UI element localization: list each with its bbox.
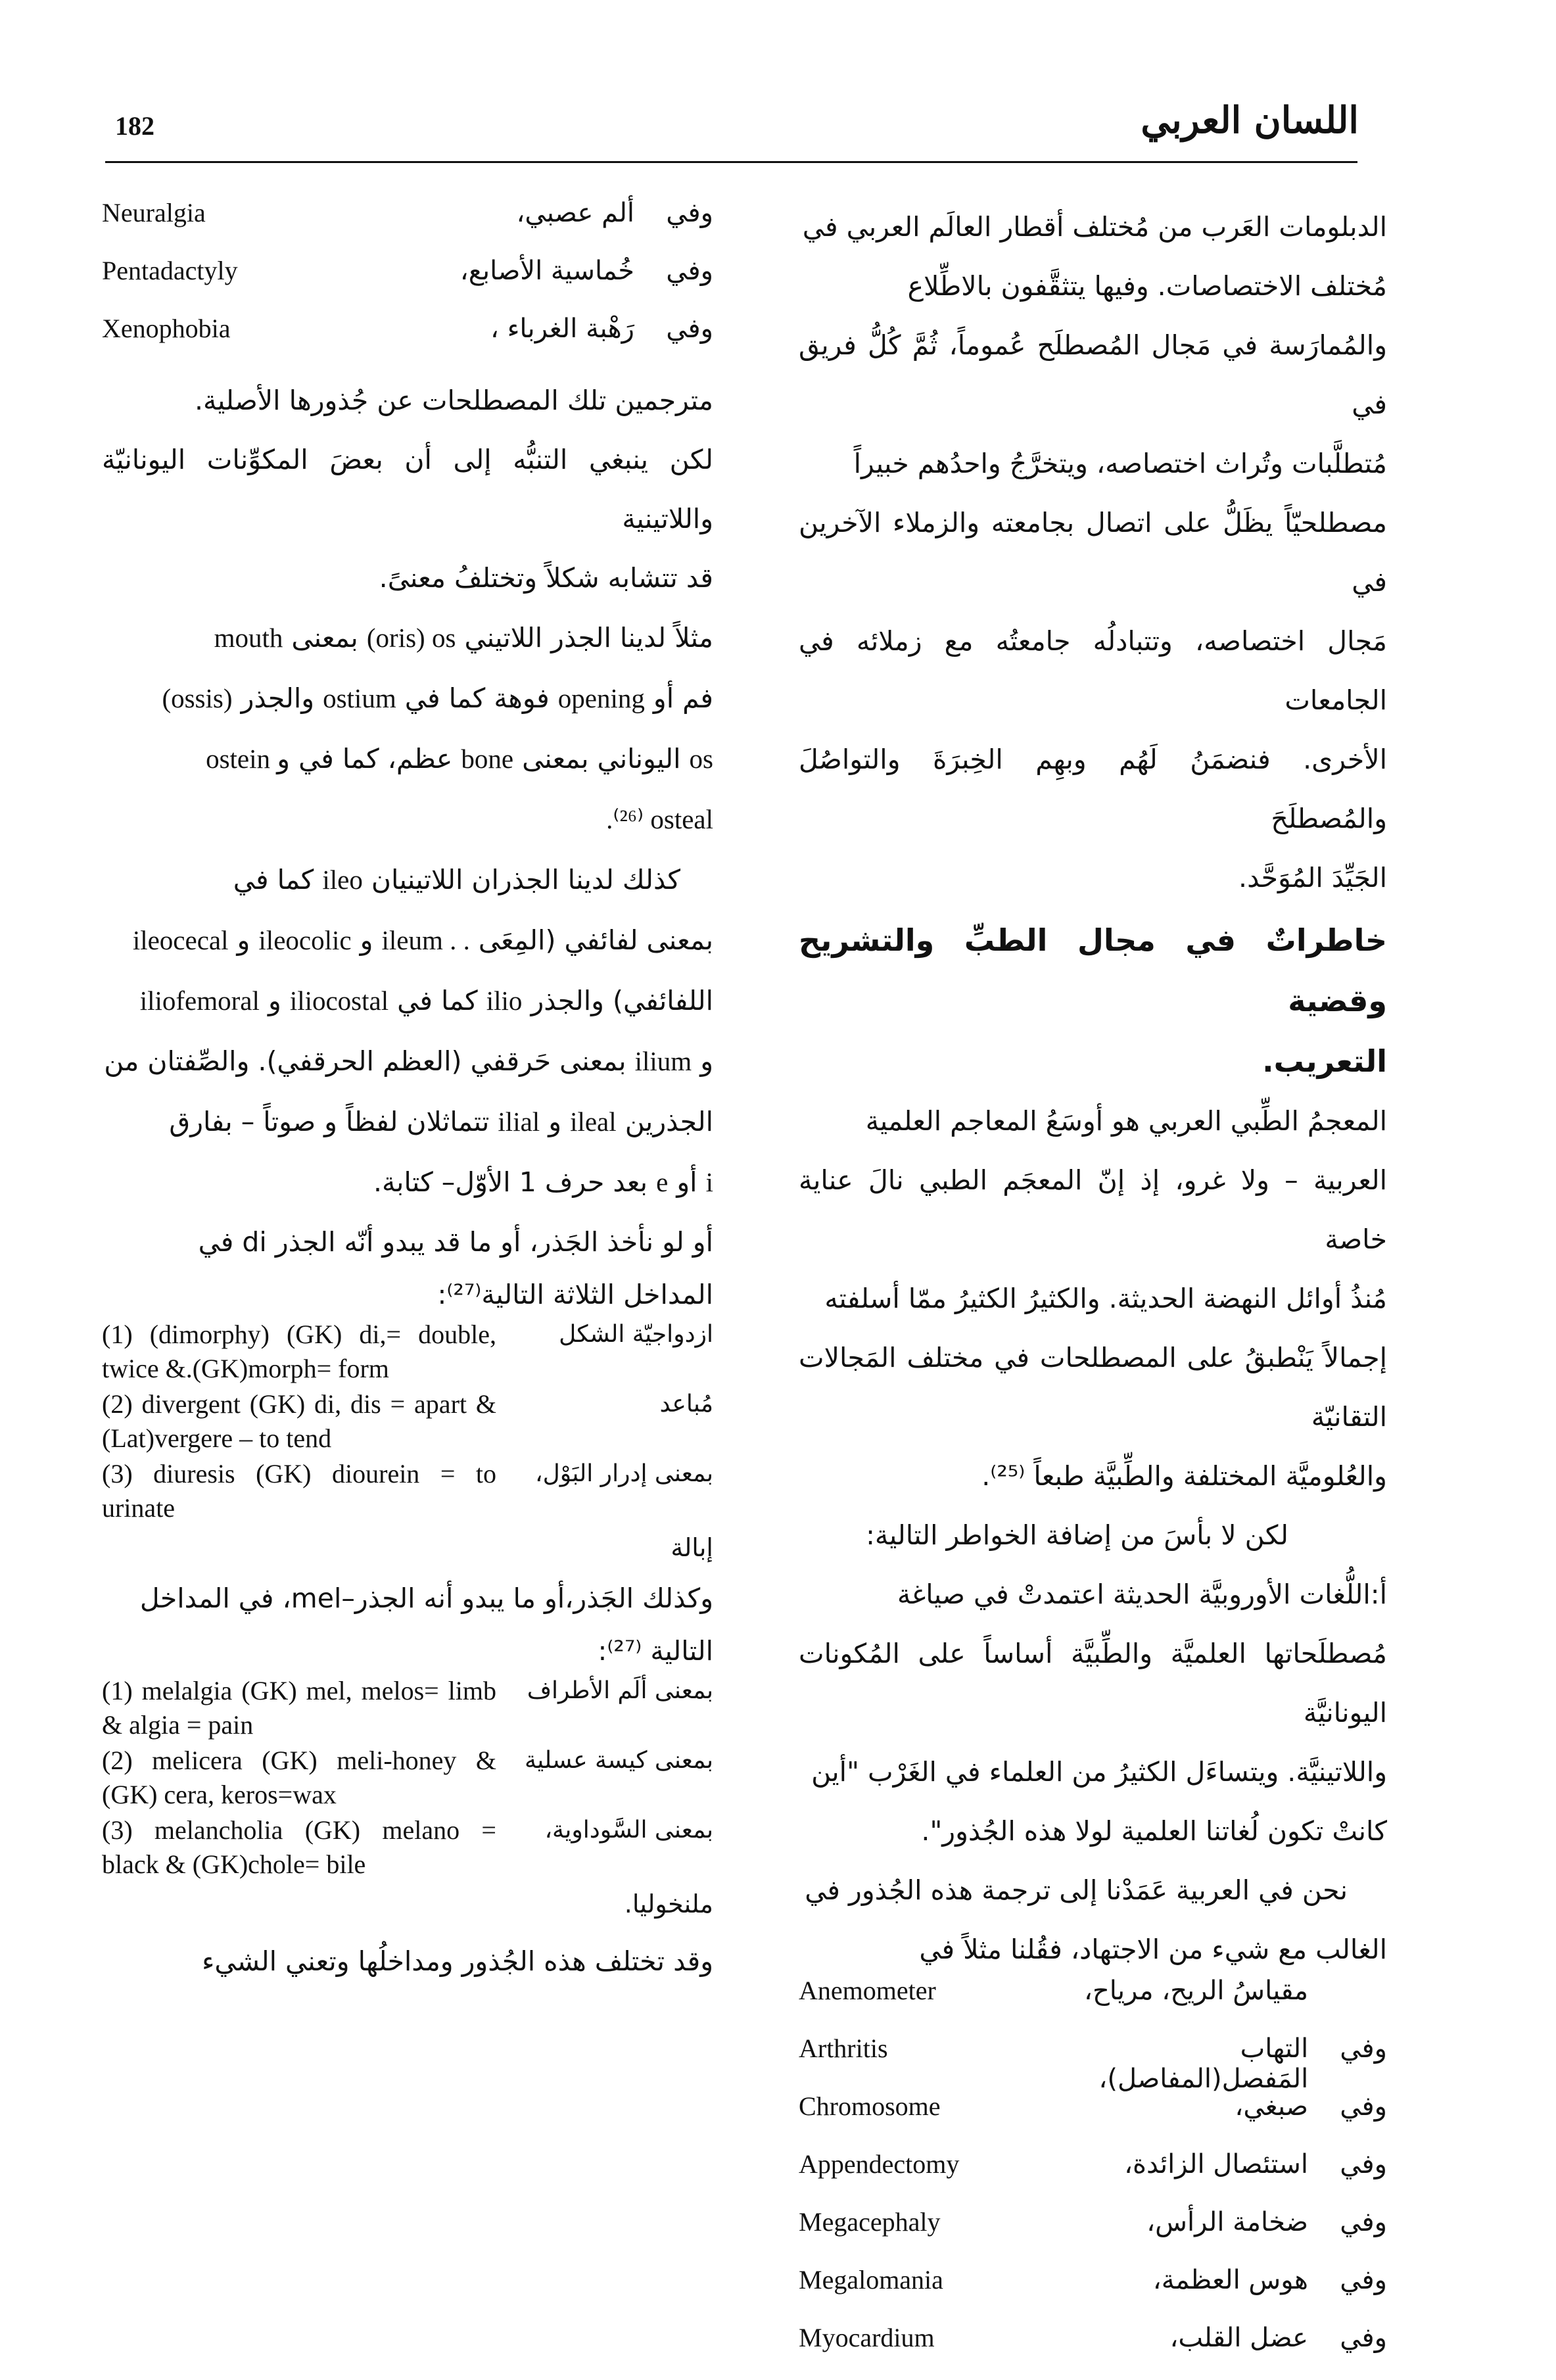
mixed-line: [102, 849, 713, 910]
ar-segment: و: [700, 1045, 713, 1077]
definition-row: [102, 1813, 713, 1882]
ar-segment: فوهة كما في: [404, 682, 550, 714]
term-gloss: ضخامة الرأس،: [1146, 2207, 1308, 2237]
ar-segment: الجذرين: [625, 1106, 713, 1137]
ar-segment: و: [237, 924, 250, 956]
text-line: إجمالاً يَنْطبقُ على المصطلحات في مختلف المَجالات التقانيّة: [799, 1342, 1387, 1433]
term-en: Appendectomy: [799, 2149, 960, 2179]
text-line: المعجمُ الطِّبي العربي هو أوسَعُ المعاجم العلمية: [865, 1105, 1387, 1137]
heading-line: خاطراتٌ في مجال الطبِّ والتشريح وقضية: [799, 922, 1387, 1018]
ar-segment: اللفائفي) والجذر: [530, 985, 713, 1016]
term-en: Chromosome: [799, 2091, 941, 2121]
term-en: Anemometer: [799, 1976, 936, 2005]
ar-segment: بعد حرف 1 الأوّل– كتابة.: [373, 1166, 648, 1198]
definition-ar: بمعنى السَّوداوية،: [544, 1817, 713, 1844]
ar-segment: كذلك لدينا الجذران اللاتينيان: [371, 864, 680, 895]
definition-en: (1) melalgia (GK) mel, melos= limb & algia = pain: [102, 1676, 496, 1740]
en-segment: opening: [557, 683, 645, 713]
ar-segment: بمعنى: [291, 622, 358, 654]
closing-line: وقد تختلف هذه الجُذور ومداخلُها وتعني الشيء: [202, 1945, 713, 1977]
term-en: Arthritis: [798, 2034, 888, 2063]
mixed-line: [102, 728, 713, 789]
text-line: لكن لا بأسَ من إضافة الخواطر التالية:: [866, 1519, 1288, 1551]
definition-en: (3) diuresis (GK) diourein = to urinate: [102, 1459, 496, 1523]
term-row: [799, 2322, 1387, 2380]
definition-row: [102, 1457, 713, 1525]
term-en: Xenophobia: [102, 314, 231, 343]
term-gloss: خُماسية الأصابع،: [460, 256, 634, 286]
ar-segment: بمعنى حَرقفي (العظم الحرقفي). والصِّفتان من: [104, 1045, 626, 1077]
definition-ar: بمعنى إدرار البَوْل،: [535, 1460, 713, 1487]
text-line: مُنذُ أوائل النهضة الحديثة. والكثيرُ الكثيرُ ممّا أسلفته: [824, 1283, 1387, 1314]
ar-segment: كما في: [397, 985, 478, 1016]
definition-tail: ملنخوليا.: [624, 1890, 713, 1918]
prefix: وفي: [1340, 2265, 1387, 2295]
ar-segment: تتماثلان لفظاً و صوتاً – بفارق: [169, 1106, 490, 1137]
text-line: العربية – ولا غرو، إذ إنّ المعجَم الطبي نالَ عناية خاصة: [799, 1164, 1387, 1255]
text-line: التالية ⁽²⁷⁾:: [598, 1635, 713, 1667]
paragraph-2: [102, 1212, 713, 1318]
ar-segment: و: [548, 1106, 562, 1137]
en-segment: mouth: [214, 623, 283, 653]
en-segment: i: [705, 1167, 713, 1197]
term-row: [102, 313, 713, 371]
en-segment: ileal: [570, 1107, 617, 1137]
mixed-line: [102, 910, 713, 970]
text-line: الدبلومات العَرب من مُختلف أقطار العالَم العربي في: [802, 211, 1387, 243]
en-segment: (ossis): [162, 683, 233, 713]
term-gloss: عضل القلب،: [1169, 2323, 1308, 2353]
ar-segment: و: [360, 924, 373, 956]
prefix: وفي: [666, 314, 713, 344]
prefix: وفي: [1340, 2091, 1387, 2122]
en-segment: os: [689, 744, 713, 774]
term-gloss: ألم عصبي،: [516, 198, 634, 228]
term-row: [799, 2206, 1387, 2264]
definition-ar: بمعنى ألَم الأطراف: [527, 1677, 713, 1704]
definition-en: (1) (dimorphy) (GK) di,= double, twice &.(GK)morph= form: [102, 1320, 496, 1383]
mixed-line: [102, 668, 713, 728]
term-gloss: التهاب المَفصل(المفاصل)،: [1098, 2034, 1309, 2094]
definitions-mel: [102, 1674, 713, 1925]
prefix: وفي: [1340, 2034, 1387, 2064]
term-gloss: رَهْبة الغرباء ،: [490, 314, 634, 344]
term-row: [799, 2091, 1387, 2149]
en-segment: (oris) os: [366, 623, 456, 653]
text-line: لكن ينبغي التنبُّه إلى أن بعضَ المكوِّنات اليونانيّة واللاتينية: [102, 444, 713, 535]
term-row: [102, 255, 713, 313]
prefix: وفي: [666, 256, 713, 286]
term-gloss: مقياسُ الريح، مرياح،: [1084, 1976, 1308, 2006]
en-segment: iliofemoral: [139, 986, 260, 1016]
en-segment: ileocecal: [132, 925, 229, 955]
mixed-line: [102, 607, 713, 668]
text-line: المداخل الثلاثة التالية⁽²⁷⁾:: [437, 1279, 713, 1310]
term-row: [102, 197, 713, 255]
prefix: وفي: [1340, 2149, 1387, 2179]
en-segment: iliocostal: [289, 986, 389, 1016]
definition-en: (2) divergent (GK) di, dis = apart & (Lat)vergere – to tend: [102, 1389, 496, 1453]
prefix: وفي: [1340, 2207, 1387, 2237]
en-segment: ileocolic: [258, 925, 352, 955]
term-gloss: هوس العظمة،: [1152, 2265, 1308, 2295]
en-segment: ostium: [323, 683, 396, 713]
en-segment: .⁽²⁶⁾ osteal: [606, 804, 713, 834]
intro-paragraph: [799, 197, 1387, 907]
definition-ar: مُباعد: [659, 1391, 713, 1417]
en-segment: ileum . .: [381, 925, 470, 955]
en-segment: ilio: [486, 986, 523, 1016]
term-en: Megacephaly: [799, 2207, 941, 2237]
mixed-line: [102, 1031, 713, 1091]
text-line: والمُمارَسة في مَجال المُصطلَح عُموماً، ثُمَّ كُلُّ فريق في: [799, 329, 1387, 420]
ar-segment: مثلاً لدينا الجذر اللاتيني: [464, 622, 713, 654]
definition-en: (2) melicera (GK) meli-honey & (GK) cera, keros=wax: [102, 1746, 496, 1809]
text-line: واللاتينيَّة. ويتساءَل الكثيرُ من العلماء في الغَرْب "أين: [811, 1756, 1387, 1788]
term-list: [799, 1975, 1387, 2380]
ar-segment: بمعنى لفائفي (المِعَى: [478, 924, 713, 956]
definition-en: (3) melancholia (GK) melano = black & (GK)chole= bile: [102, 1815, 496, 1879]
prefix: وفي: [666, 198, 713, 228]
text-line: أو لو نأخذ الجَذر، أو ما قد يبدو أنّه الجذر di في: [198, 1226, 713, 1258]
term-gloss: استئصال الزائدة،: [1124, 2149, 1308, 2179]
mixed-line: [102, 789, 713, 849]
term-gloss: صبغي،: [1235, 2091, 1308, 2122]
en-segment: ostein و: [206, 744, 291, 774]
roots-examples: [102, 607, 713, 1212]
definition-row: [102, 1744, 713, 1812]
en-segment: ilium: [634, 1046, 692, 1076]
mixed-line: [102, 1091, 713, 1152]
ar-segment: اليوناني بمعنى: [522, 743, 681, 774]
term-en: Megalomania: [799, 2265, 943, 2295]
text-line: وكذلك الجَذر،أو ما يبدو أنه الجذر–mel، في المداخل: [139, 1583, 713, 1614]
text-line: الغالب مع شيء من الاجتهاد، فقُلنا مثلاً في: [919, 1934, 1387, 1965]
text-line: الأخرى. فنضمَنُ لَهُم وبهِم الخِبرَةَ والتواصُلَ والمُصطلَحَ: [799, 744, 1387, 834]
text-line: مصطلحيّاً يظَلُّ على اتصال بجامعته والزملاء الآخرين في: [799, 507, 1387, 598]
term-en: Pentadactyly: [102, 256, 238, 285]
prefix: وفي: [1340, 2323, 1387, 2353]
en-segment: e: [656, 1167, 669, 1197]
en-segment: bone: [461, 744, 514, 774]
text-line: قد تتشابه شكلاً وتختلفُ معنىً.: [379, 562, 713, 594]
ar-segment: و: [268, 985, 281, 1016]
ar-segment: فم أو: [653, 682, 713, 714]
ar-segment: والجذر: [241, 682, 315, 714]
definition-row: [102, 1387, 713, 1456]
en-segment: ilial: [498, 1107, 540, 1137]
text-line: أ:اللُّغات الأوروبيَّة الحديثة اعتمدتْ في صياغة: [897, 1579, 1387, 1610]
heading-line: التعريب.: [1262, 1043, 1387, 1079]
en-segment: ileo: [322, 865, 363, 895]
definition-row: [102, 1318, 713, 1386]
term-row: [799, 2264, 1387, 2322]
paragraph-2: [799, 1091, 1387, 1506]
right-column: [799, 197, 1387, 2380]
text-line: الجَيِّدَ المُوَحَّد.: [1238, 862, 1387, 893]
term-list: [102, 197, 713, 371]
section-heading: [799, 910, 1387, 1091]
ar-segment: أو: [676, 1166, 697, 1198]
term-en: Myocardium: [799, 2323, 935, 2352]
definitions-di: [102, 1318, 713, 1569]
text-line: مُختلف الاختصاصات. وفيها يتثقَّفون بالاطِّلاع: [907, 270, 1387, 302]
text-line: مَجال اختصاصه، وتتبادلُه جامعتُه مع زملائه في الجامعات: [799, 625, 1387, 716]
term-row: [799, 1975, 1387, 2033]
term-row: [799, 2149, 1387, 2206]
journal-logo: اللسان العربي: [1141, 99, 1359, 142]
definition-tail: إبالة: [671, 1533, 713, 1562]
text-line: مترجمين تلك المصطلحات عن جُذورها الأصلية.: [195, 385, 713, 416]
text-line: نحن في العربية عَمَدْنا إلى ترجمة هذه الجُذور في: [805, 1874, 1348, 1906]
definition-ar: بمعنى كيسة عسلية: [524, 1747, 713, 1774]
mixed-line: [102, 1152, 713, 1212]
paragraph-3: [102, 1569, 713, 1674]
term-en: Neuralgia: [102, 198, 206, 227]
text-line: كانتْ تكون لُغاتنا العلمية لولا هذه الجُذور".: [921, 1815, 1387, 1847]
text-line: مُصطلَحاتها العلميَّة والطِّبيَّة أساساً على المُكونات اليونانيَّة: [799, 1638, 1387, 1728]
text-line: والعُلوميَّة المختلفة والطِّبيَّة طبعاً ⁽²⁵⁾.: [981, 1460, 1387, 1492]
paragraph-3: [799, 1506, 1387, 1979]
definition-ar: ازدواجيّة الشكل: [559, 1321, 713, 1348]
paragraph-1: [102, 371, 713, 607]
ar-segment: كما في: [233, 864, 314, 895]
term-row: [798, 2033, 1387, 2094]
ar-segment: عظم، كما في: [298, 743, 453, 774]
definition-row: [102, 1674, 713, 1742]
text-line: مُتطلَّبات وتُراث اختصاصه، ويتخرَّجُ واحدُهم خبيراً: [853, 448, 1387, 479]
left-column: [102, 197, 713, 1991]
mixed-line: [102, 970, 713, 1031]
header-rule: [105, 161, 1357, 163]
page-number: 182: [115, 111, 154, 141]
